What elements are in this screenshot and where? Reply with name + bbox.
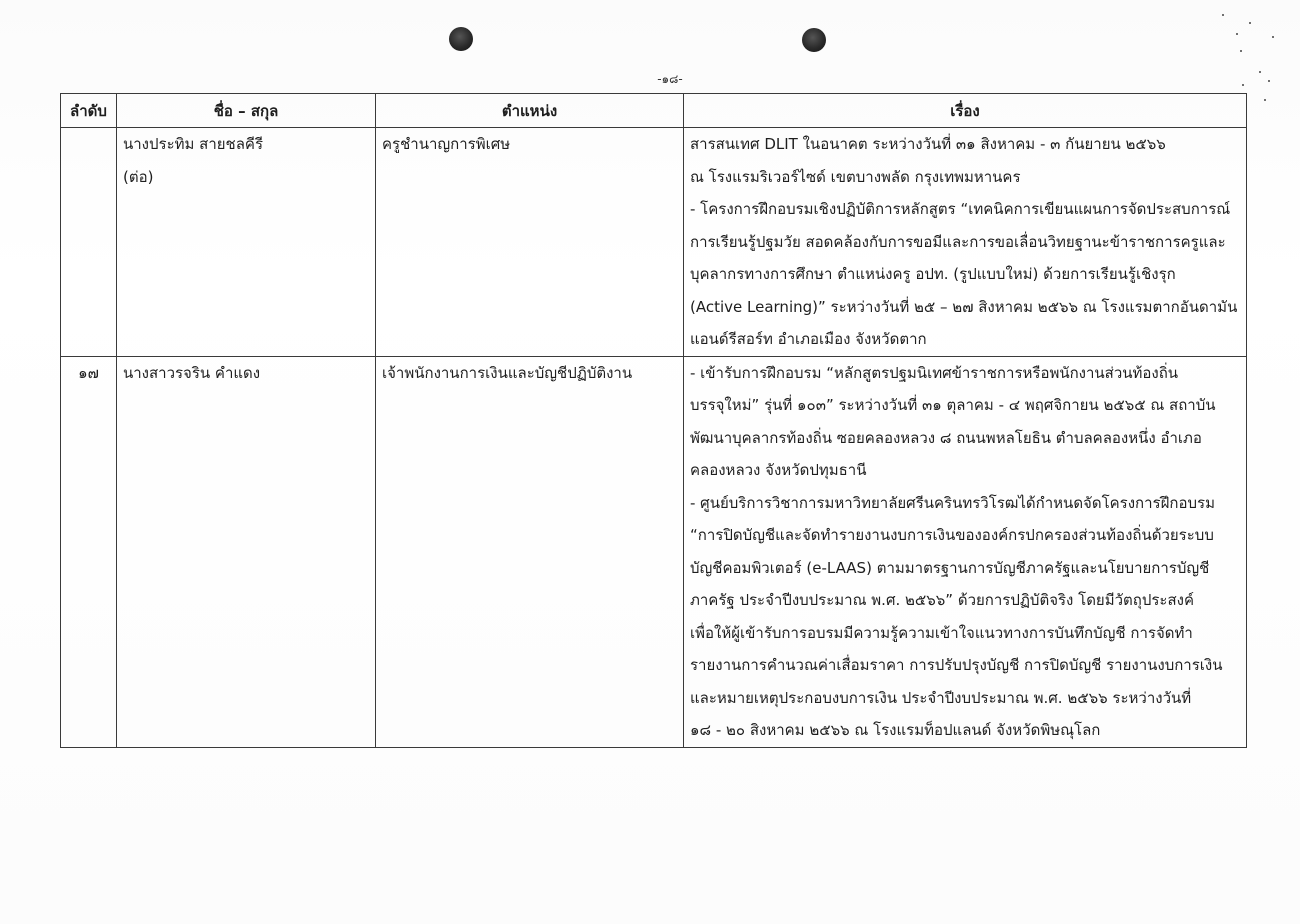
topic-line: คลองหลวง จังหวัดปทุมธานี bbox=[690, 461, 867, 479]
topic-cell bbox=[684, 356, 1247, 747]
header-topic: เรื่อง bbox=[684, 94, 1247, 128]
scan-speck bbox=[1240, 50, 1242, 52]
topic-line: ณ โรงแรมริเวอร์ไซด์ เขตบางพลัด กรุงเทพมหานคร bbox=[690, 167, 1021, 186]
topic-cell bbox=[684, 128, 1247, 357]
scan-speck bbox=[1222, 14, 1224, 16]
topic-line: บรรจุใหม่” รุ่นที่ ๑๐๓” ระหว่างวันที่ ๓๑ ตุลาคม - ๔ พฤศจิกายน ๒๕๖๕ ณ สถาบัน bbox=[690, 396, 1216, 414]
topic-line: ภาครัฐ ประจำปีงบประมาณ พ.ศ. ๒๕๖๖” ด้วยการปฏิบัติจริง โดยมีวัตถุประสงค์ bbox=[690, 591, 1195, 609]
topic-line: บัญชีคอมพิวเตอร์ (e-LAAS) ตามมาตรฐานการบัญชีภาครัฐและนโยบายการบัญชี bbox=[690, 558, 1210, 577]
topic-line: แอนด์รีสอร์ท อำเภอเมือง จังหวัดตาก bbox=[690, 330, 927, 348]
name-cell bbox=[117, 356, 376, 747]
topic-line: เพื่อให้ผู้เข้ารับการอบรมมีความรู้ความเข้าใจแนวทางการบันทึกบัญชี การจัดทำ bbox=[690, 623, 1193, 642]
scan-speck bbox=[1249, 22, 1251, 24]
header-name: ชื่อ – สกุล bbox=[117, 94, 376, 128]
header-position: ตำแหน่ง bbox=[376, 94, 684, 128]
punch-hole-right bbox=[802, 28, 826, 52]
topic-line: - เข้ารับการฝึกอบรม “หลักสูตรปฐมนิเทศข้าราชการหรือพนักงานส่วนท้องถิ่น bbox=[690, 363, 1179, 382]
training-table bbox=[60, 93, 1247, 748]
header-order: ลำดับ bbox=[61, 94, 117, 128]
scan-speck bbox=[1272, 36, 1274, 38]
scan-speck bbox=[1236, 33, 1238, 35]
table-row bbox=[61, 356, 1247, 747]
topic-line: (Active Learning)” ระหว่างวันที่ ๒๕ – ๒๗ สิงหาคม ๒๕๖๖ ณ โรงแรมตากอันดามัน bbox=[690, 297, 1238, 316]
position-cell: เจ้าพนักงานการเงินและบัญชีปฏิบัติงาน bbox=[376, 356, 684, 747]
topic-line: การเรียนรู้ปฐมวัย สอดคล้องกับการขอมีและการขอเลื่อนวิทยฐานะข้าราชการครูและ bbox=[690, 232, 1226, 251]
position-cell: ครูชำนาญการพิเศษ bbox=[376, 128, 684, 357]
topic-line: - โครงการฝึกอบรมเชิงปฏิบัติการหลักสูตร “เทคนิคการเขียนแผนการจัดประสบการณ์ bbox=[690, 200, 1231, 218]
topic-line: ๑๘ - ๒๐ สิงหาคม ๒๕๖๖ ณ โรงแรมท็อปแลนด์ จังหวัดพิษณุโลก bbox=[690, 721, 1101, 739]
topic-line: บุคลากรทางการศึกษา ตำแหน่งครู อปท. (รูปแบบใหม่) ด้วยการเรียนรู้เชิงรุก bbox=[690, 265, 1176, 283]
topic-line: และหมายเหตุประกอบงบการเงิน ประจำปีงบประมาณ พ.ศ. ๒๕๖๖ ระหว่างวันที่ bbox=[690, 688, 1192, 707]
topic-line: พัฒนาบุคลากรท้องถิ่น ซอยคลองหลวง ๘ ถนนพหลโยธิน ตำบลคลองหนึ่ง อำเภอ bbox=[690, 428, 1202, 447]
punch-hole-left bbox=[449, 27, 473, 51]
name-text: นางประทิม สายชลคีรี bbox=[123, 135, 264, 153]
table-header-row bbox=[61, 94, 1247, 128]
name-continued-note: (ต่อ) bbox=[123, 167, 154, 186]
table-row bbox=[61, 128, 1247, 357]
order-cell: ๑๗ bbox=[61, 356, 117, 747]
topic-line: - ศูนย์บริการวิชาการมหาวิทยาลัยศรีนครินทรวิโรฒได้กำหนดจัดโครงการฝึกอบรม bbox=[690, 493, 1215, 512]
name-text: นางสาวรจริน คำแดง bbox=[123, 363, 261, 382]
scan-speck bbox=[1264, 99, 1266, 101]
name-cell bbox=[117, 128, 376, 357]
order-cell bbox=[61, 128, 117, 357]
page-number: -๑๘- bbox=[657, 72, 683, 86]
topic-line: รายงานการคำนวณค่าเสื่อมราคา การปรับปรุงบัญชี การปิดบัญชี รายงานงบการเงิน bbox=[690, 656, 1223, 674]
topic-line: “การปิดบัญชีและจัดทำรายงานงบการเงินขององค์กรปกครองส่วนท้องถิ่นด้วยระบบ bbox=[690, 526, 1214, 544]
topic-line: สารสนเทศ DLIT ในอนาคต ระหว่างวันที่ ๓๑ สิงหาคม - ๓ กันยายน ๒๕๖๖ bbox=[690, 135, 1166, 153]
